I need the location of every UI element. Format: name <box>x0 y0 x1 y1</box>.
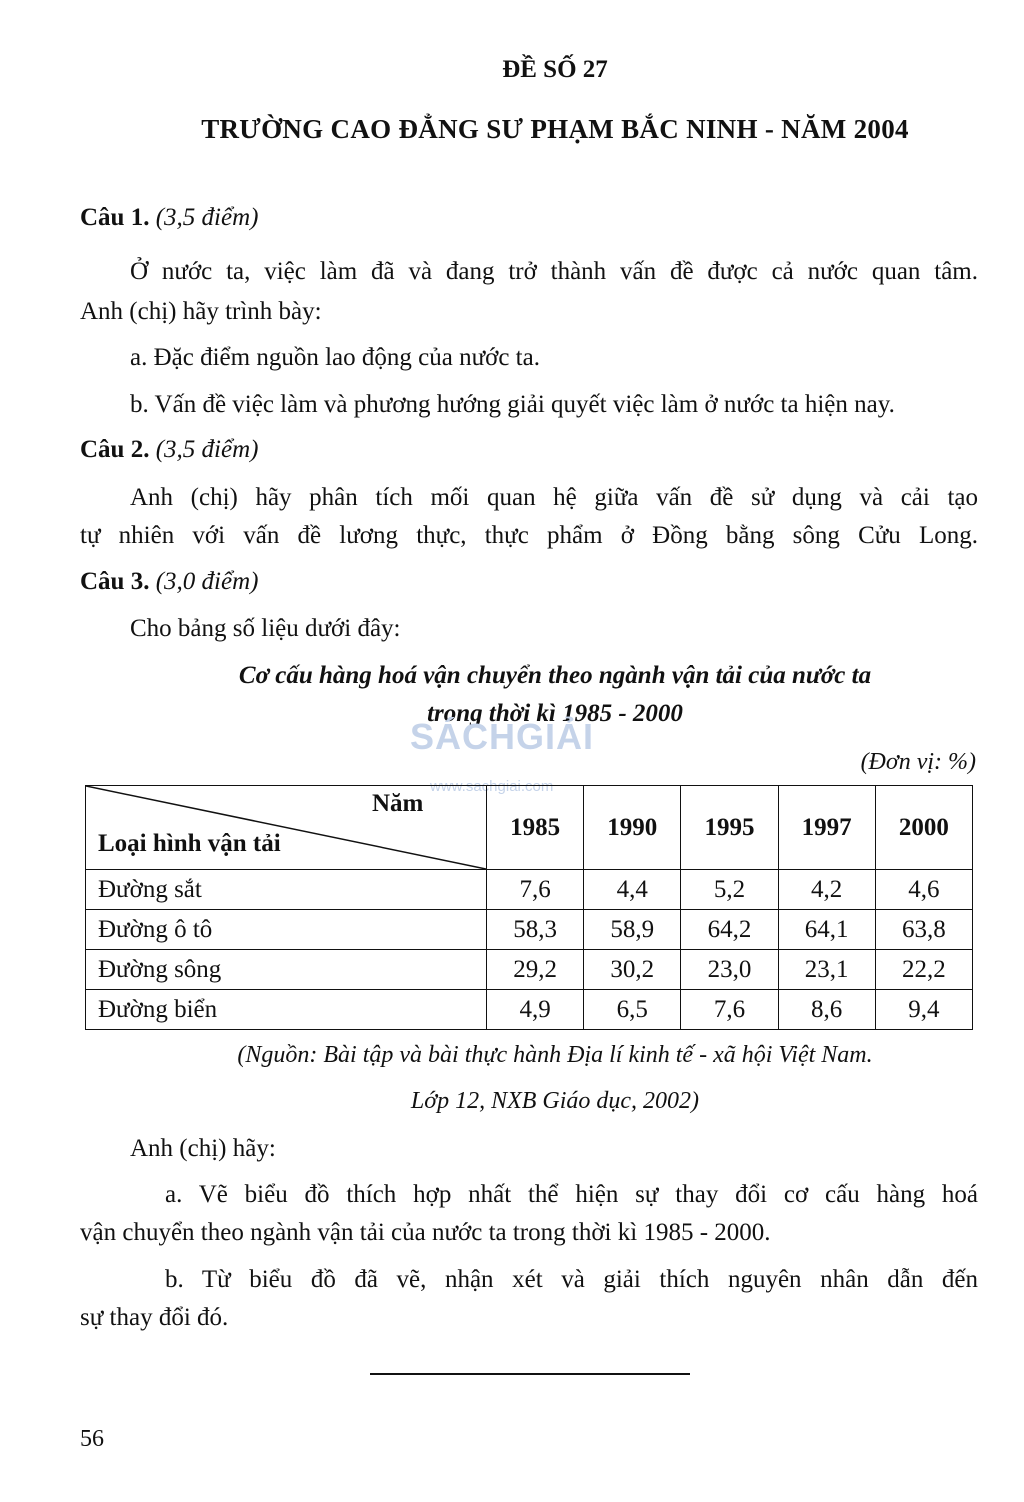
question-3-a-line1: a. Vẽ biểu đồ thích hợp nhất thể hiện sự thay đổi cơ cấu hàng hoá <box>165 1181 978 1208</box>
table-cell: 4,6 <box>875 870 972 910</box>
year-header: 1997 <box>778 786 875 870</box>
table-cell: 9,4 <box>875 990 972 1030</box>
question-1-item-b: b. Vấn đề việc làm và phương hướng giải quyết việc làm ở nước ta hiện nay. <box>130 391 895 418</box>
question-2-points: (3,5 điểm) <box>155 436 259 463</box>
question-3-label: Câu 3. <box>80 568 150 595</box>
question-2-heading <box>80 436 258 464</box>
table-cell: 64,1 <box>778 910 875 950</box>
table-cell: 8,6 <box>778 990 875 1030</box>
watermark-logo: SÁCHGIẢI <box>410 716 595 757</box>
corner-label-type: Loại hình vận tải <box>98 830 281 857</box>
table-cell: 23,1 <box>778 950 875 990</box>
question-1-intro-line2: Anh (chị) hãy trình bày: <box>80 298 322 325</box>
year-header: 1995 <box>681 786 778 870</box>
question-3-heading <box>80 568 258 596</box>
question-3-b-line1: b. Từ biểu đồ đã vẽ, nhận xét và giải thích nguyên nhân dẫn đến <box>165 1266 978 1293</box>
source-line1: (Nguồn: Bài tập và bài thực hành Địa lí kinh tế - xã hội Việt Nam. <box>237 1042 873 1068</box>
corner-label-year: Năm <box>372 790 424 817</box>
question-3-ask: Anh (chị) hãy: <box>130 1135 276 1162</box>
table-cell: 4,2 <box>778 870 875 910</box>
year-header: 1990 <box>584 786 681 870</box>
row-label: Đường biển <box>86 990 487 1030</box>
table-cell: 4,9 <box>487 990 584 1030</box>
question-3-a-line2: vận chuyển theo ngành vận tải của nước ta trong thời kì 1985 - 2000. <box>80 1219 771 1246</box>
table-cell: 22,2 <box>875 950 972 990</box>
table-cell: 30,2 <box>584 950 681 990</box>
table-cell: 58,9 <box>584 910 681 950</box>
table-cell: 64,2 <box>681 910 778 950</box>
table-cell: 7,6 <box>681 990 778 1030</box>
table-unit: (Đơn vị: %) <box>860 749 976 775</box>
table-cell: 23,0 <box>681 950 778 990</box>
table-cell: 4,4 <box>584 870 681 910</box>
table-cell: 63,8 <box>875 910 972 950</box>
table-row <box>86 910 973 950</box>
question-1-heading <box>80 204 258 232</box>
table-caption-line1: Cơ cấu hàng hoá vận chuyển theo ngành vận tải của nước ta <box>238 662 872 689</box>
school-title: TRƯỜNG CAO ĐẲNG SƯ PHẠM BẮC NINH - NĂM 2004 <box>201 114 909 144</box>
table-row <box>86 870 973 910</box>
year-header: 2000 <box>875 786 972 870</box>
source-line2: Lớp 12, NXB Giáo dục, 2002) <box>410 1088 700 1114</box>
question-1-points: (3,5 điểm) <box>155 204 259 231</box>
question-2-line2: tự nhiên với vấn đề lương thực, thực phẩm ở Đồng bằng sông Cửu Long. <box>80 522 978 549</box>
table-row <box>86 990 973 1030</box>
year-header: 1985 <box>487 786 584 870</box>
table-cell: 29,2 <box>487 950 584 990</box>
page-number: 56 <box>80 1426 104 1452</box>
table-cell: 6,5 <box>584 990 681 1030</box>
question-3-points: (3,0 điểm) <box>155 568 259 595</box>
exam-title: ĐỀ SỐ 27 <box>502 56 608 83</box>
transport-table <box>85 785 973 1030</box>
table-corner-cell <box>86 786 487 870</box>
row-label: Đường ô tô <box>86 910 487 950</box>
table-cell: 58,3 <box>487 910 584 950</box>
question-3-intro: Cho bảng số liệu dưới đây: <box>130 615 401 642</box>
question-1-item-a: a. Đặc điểm nguồn lao động của nước ta. <box>130 344 540 371</box>
question-2-label: Câu 2. <box>80 436 150 463</box>
table-cell: 5,2 <box>681 870 778 910</box>
row-label: Đường sắt <box>86 870 487 910</box>
end-divider <box>370 1373 690 1375</box>
table-caption-line2: trong thời kì 1985 - 2000 <box>427 700 683 727</box>
table-header-row <box>86 786 973 870</box>
table-row <box>86 950 973 990</box>
question-1-intro-line1: Ở nước ta, việc làm đã và đang trở thành vấn đề được cả nước quan tâm. <box>130 258 978 285</box>
table-cell: 7,6 <box>487 870 584 910</box>
question-1-label: Câu 1. <box>80 204 150 231</box>
question-3-b-line2: sự thay đổi đó. <box>80 1304 229 1331</box>
question-2-line1: Anh (chị) hãy phân tích mối quan hệ giữa vấn đề sử dụng và cải tạo <box>130 484 978 511</box>
row-label: Đường sông <box>86 950 487 990</box>
watermark-url: www.sachgiai.com <box>430 778 554 795</box>
